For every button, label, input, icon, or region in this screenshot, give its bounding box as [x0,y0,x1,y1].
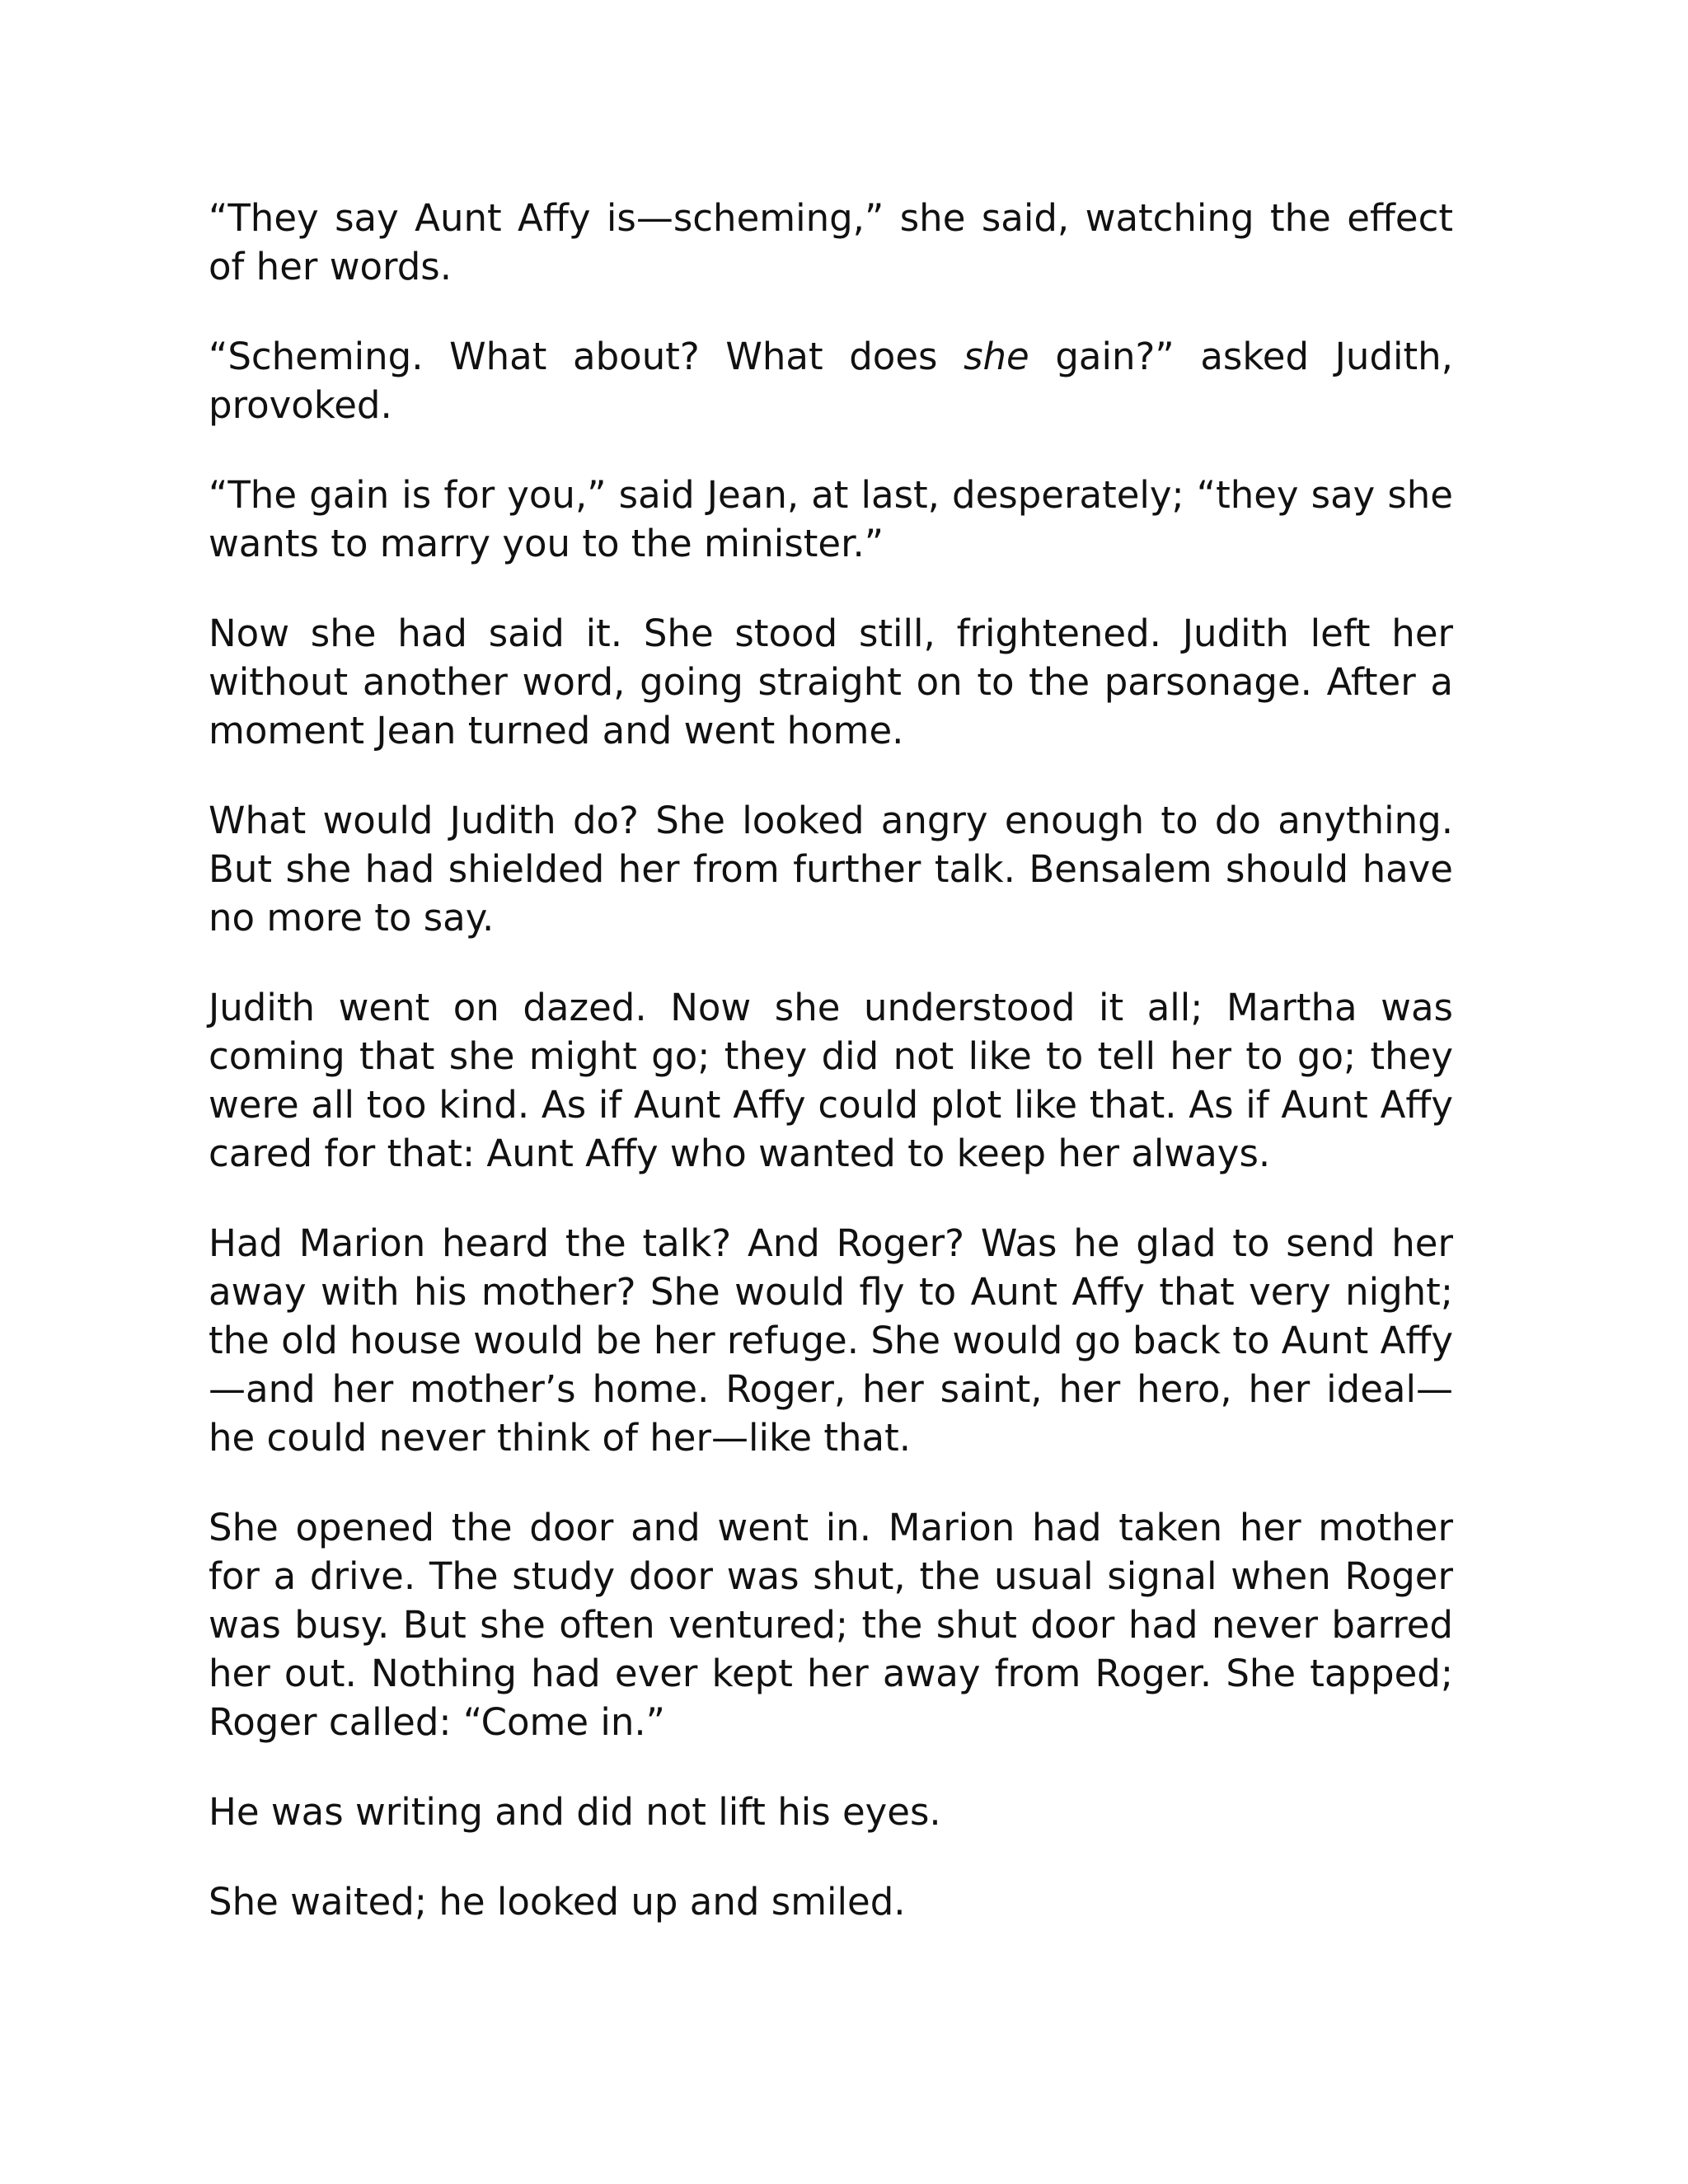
paragraph-9: He was writing and did not lift his eyes. [209,1790,941,1834]
paragraph-3: “The gain is for you,” said Jean, at last, desperately; “they say she wants to marry you to the minister.” [209,473,1453,565]
paragraph-4: Now she had said it. She stood still, frightened. Judith left her without another word, going straight on to the parsonage. After a moment Jean turned and went home. [209,612,1453,752]
paragraph-7: Had Marion heard the talk? And Roger? Was he glad to send her away with his mother? She would fly to Aunt Affy that very night; the old house would be her refuge. She would go back to Aunt Affy —and her mother’s home. Roger, her saint, her hero, her ideal—he could never think of her—like that. [209,1221,1453,1460]
paragraph-2-end: gain?” asked Judith, provoked. [209,335,1453,427]
paragraph-10: She waited; he looked up and smiled. [209,1880,906,1924]
paragraph-2-italic: she [964,335,1029,378]
paragraph-6: Judith went on dazed. Now she understood it all; Martha was coming that she might go; they did not like to tell her to go; they were all too kind. As if Aunt Affy could plot like that. As if Aunt Affy cared for that: Aunt Affy who wanted to keep her always. [209,986,1453,1175]
paragraph-2 [209,332,1453,429]
body-text [209,194,1453,1967]
paragraph-8: She opened the door and went in. Marion had taken her mother for a drive. The study door was shut, the usual signal when Roger was busy. But she often ventured; the shut door had never barred her out. Nothing had ever kept her away from Roger. She tapped; Roger called: “Come in.” [209,1506,1453,1744]
paragraph-2-start: “Scheming. What about? What does [209,335,964,378]
paragraph-5: What would Judith do? She looked angry enough to do anything. But she had shielded her from further talk. Bensalem should have no more to say. [209,799,1453,940]
paragraph-1: “They say Aunt Affy is—scheming,” she said, watching the effect of her words. [209,196,1453,288]
